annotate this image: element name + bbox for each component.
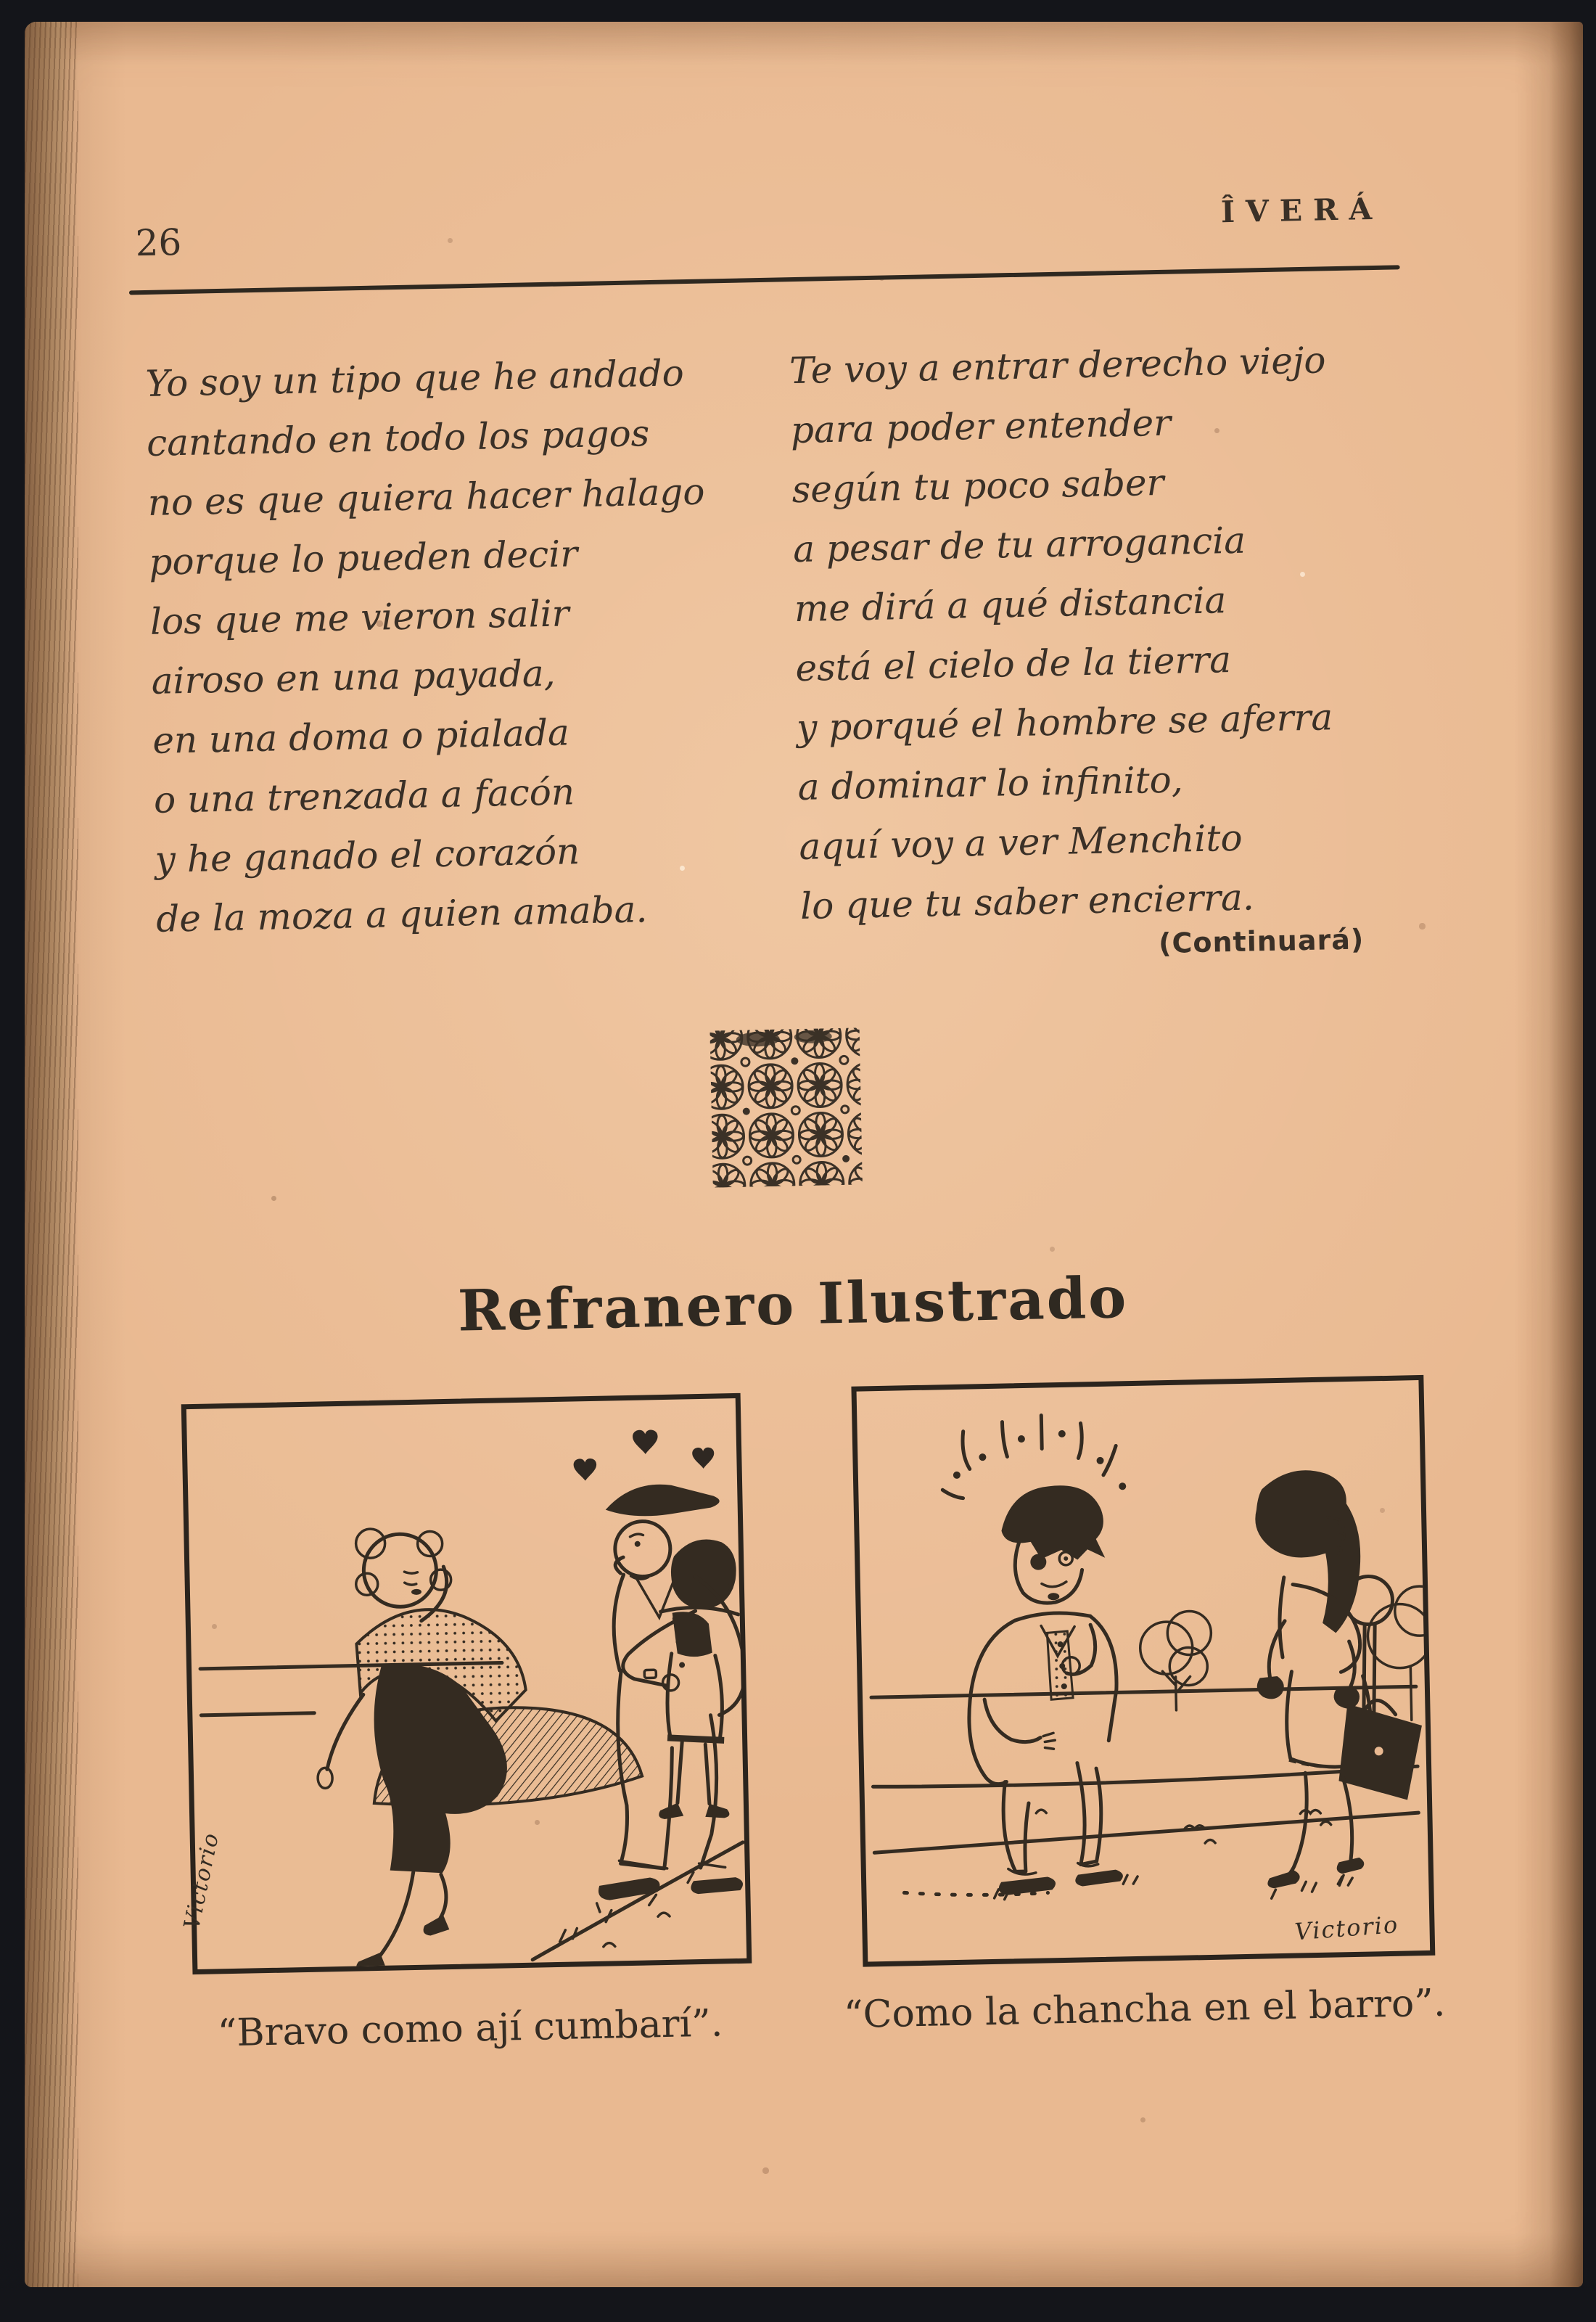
blonde-woman-figure: [313, 1526, 531, 1969]
section-title: Refranero Ilustrado: [457, 1265, 1130, 1345]
poem-line: no es que quiera hacer halago: [147, 470, 705, 524]
poem-line: está el cielo de la tierra: [794, 639, 1232, 690]
header-rule: [129, 265, 1400, 295]
paper-flecks: [25, 22, 27, 24]
poem-line: y he ganado el corazón: [155, 830, 580, 881]
poem-line: porque lo pueden decir: [148, 533, 578, 583]
poem-column-right: [789, 329, 1439, 936]
walking-woman-figure: [1253, 1468, 1426, 1898]
poem-line: en una doma o pialada: [152, 711, 570, 762]
floral-tile-ornament-icon: [710, 1027, 863, 1187]
page-content: [2, 7, 1596, 2302]
masthead-title: ÎVERÁ: [1220, 191, 1383, 230]
poem-line: o una trenzada a facón: [153, 771, 575, 821]
cartoon-couple-illustration: [186, 1398, 746, 1969]
cartoon-caption-left: “Bravo como ají cumbarí”.: [217, 2001, 723, 2056]
poem-column-left: [145, 341, 795, 948]
cartoon-panel-left: [181, 1393, 752, 1974]
poem-line: de la moza a quien amaba.: [155, 888, 648, 940]
poem-line: Yo soy un tipo que he andado: [144, 352, 685, 405]
poem-line: los que me vieron salir: [149, 592, 570, 643]
poem-line: me dirá a qué distancia: [794, 579, 1227, 631]
poem-line: según tu poco saber: [791, 461, 1164, 512]
poem-line: Te voy a entrar derecho viejo: [789, 339, 1327, 393]
poem-line: y porqué el hombre se aferra: [796, 696, 1333, 750]
page-number: 26: [135, 221, 182, 265]
artist-signature: Victorio: [179, 1829, 225, 1932]
poem-line: para poder entender: [790, 401, 1172, 452]
magazine-page: [25, 22, 1583, 2287]
artist-signature: Victorio: [1293, 1911, 1400, 1946]
cartoon-panel-right: [851, 1375, 1435, 1967]
courting-couple-figure: [573, 1428, 747, 1900]
poem-line: cantando en todo los pagos: [146, 412, 650, 464]
poem-line: a dominar lo infinito,: [797, 758, 1184, 809]
poem-line: airoso en una payada,: [151, 652, 556, 702]
continuation-note: (Continuará): [1158, 923, 1365, 960]
poem-line: lo que tu saber encierra.: [799, 876, 1255, 928]
startled-man-figure: [941, 1414, 1138, 1900]
poem-line: aquí voy a ver Menchito: [798, 816, 1243, 869]
poem-line: a pesar de tu arrogancia: [792, 519, 1246, 571]
cartoon-startled-man-illustration: [857, 1380, 1431, 1961]
cartoon-caption-right: “Como la chancha en el barro”.: [843, 1981, 1446, 2038]
